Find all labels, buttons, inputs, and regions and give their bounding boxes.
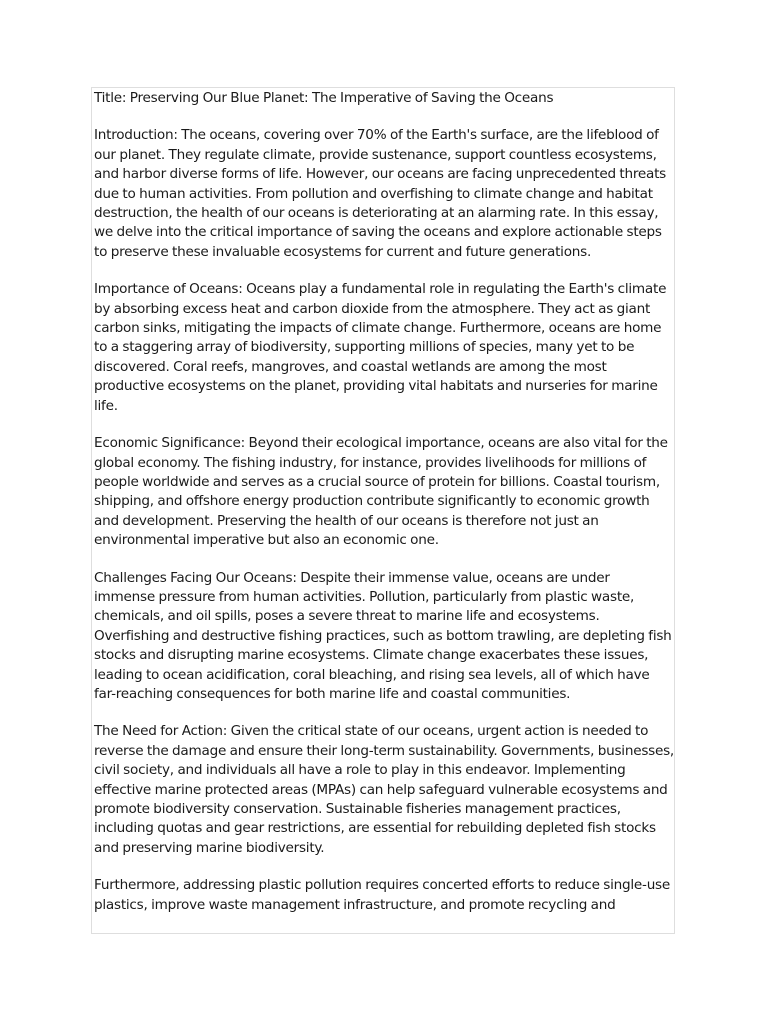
paragraph-importance: Importance of Oceans: Oceans play a fundamental role in regulating the Earth's climate by absorbing excess heat and carbon dioxide from the atmosphere. They act as giant carbon sinks, mitigating the impacts of climate change. Furthermore, oceans are home to a staggering array of biodiversity, supporting millions of species, many yet to be discovered. Coral reefs, mangroves, and coastal wetlands are among the most productive ecosystems on the planet, providing vital habitats and nurseries for marine life. xyxy=(94,281,667,414)
paragraph-economic: Economic Significance: Beyond their ecological importance, oceans are also vital for the global economy. The fishing industry, for instance, provides livelihoods for millions of people worldwide and serves as a crucial source of protein for billions. Coastal tourism, shipping, and offshore energy production contribute significantly to economic growth and development. Preserving the health of our oceans is therefore not just an environmental imperative but also an economic one. xyxy=(94,435,668,549)
document-title: Title: Preserving Our Blue Planet: The Imperative of Saving the Oceans xyxy=(94,90,554,106)
paragraph-furthermore: Furthermore, addressing plastic pollution requires concerted efforts to reduce single-use plastics, improve waste management infrastructure, and promote recycling and xyxy=(94,877,671,913)
document-frame xyxy=(91,87,675,934)
paragraph-challenges: Challenges Facing Our Oceans: Despite their immense value, oceans are under immense pressure from human activities. Pollution, particularly from plastic waste, chemicals, and oil spills, poses a severe threat to marine life and ecosystems. Overfishing and destructive fishing practices, such as bottom trawling, are depleting fish stocks and disrupting marine ecosystems. Climate change exacerbates these issues, leading to ocean acidification, coral bleaching, and rising sea levels, all of which have far-reaching consequences for both marine life and coastal communities. xyxy=(94,569,672,702)
paragraph-introduction: Introduction: The oceans, covering over 70% of the Earth's surface, are the lifeblood of our planet. They regulate climate, provide sustenance, support countless ecosystems, and harbor diverse forms of life. However, our oceans are facing unprecedented threats due to human activities. From pollution and overfishing to climate change and habitat destruction, the health of our oceans is deteriorating at an alarming rate. In this essay, we delve into the critical importance of saving the oceans and explore actionable steps to preserve these invaluable ecosystems for current and future generations. xyxy=(94,127,667,260)
paragraph-need-for-action: The Need for Action: Given the critical state of our oceans, urgent action is needed to reverse the damage and ensure their long-term sustainability. Governments, businesses, civil society, and individuals all have a role to play in this endeavor. Implementing effective marine protected areas (MPAs) can help safeguard vulnerable ecosystems and promote biodiversity conservation. Sustainable fisheries management practices, including quotas and gear restrictions, are essential for rebuilding depleted fish stocks and preserving marine biodiversity. xyxy=(94,723,674,856)
document-body xyxy=(92,89,674,915)
